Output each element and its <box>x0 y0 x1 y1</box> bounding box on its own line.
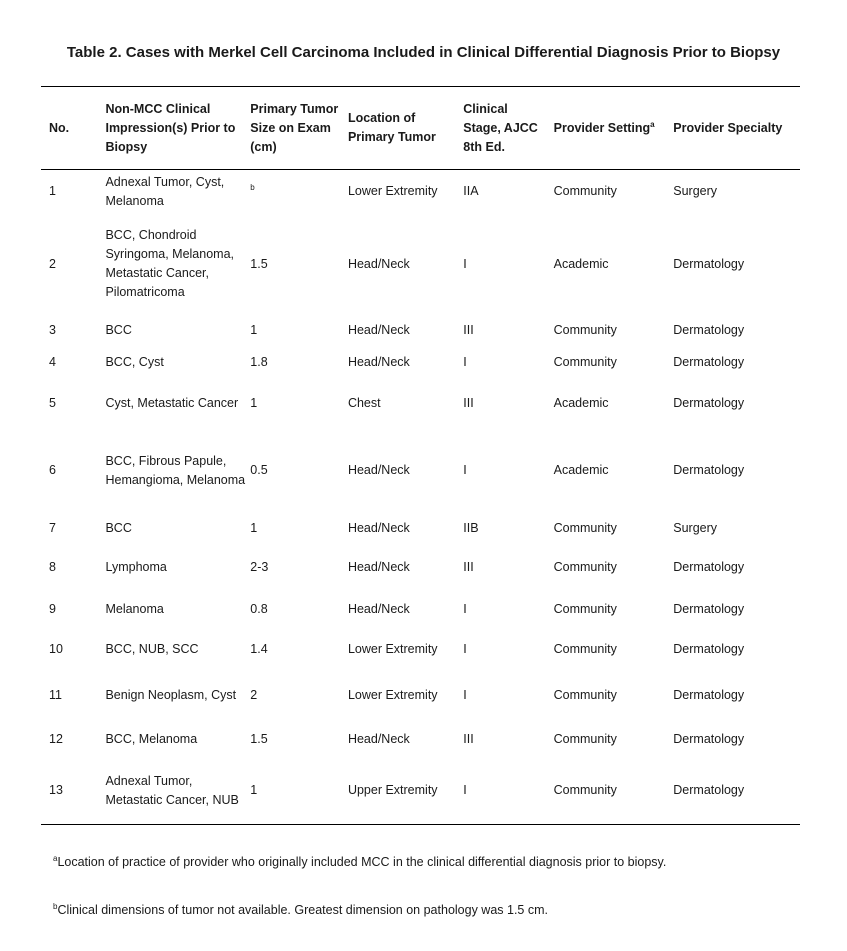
cell-stage <box>463 379 553 429</box>
footnote-a-mark: a <box>53 853 58 863</box>
header-setting-text: Provider Setting <box>553 120 651 135</box>
cell-setting-text: Community <box>553 783 617 798</box>
cell-specialty-text: Dermatology <box>673 688 745 702</box>
cell-location <box>348 379 463 429</box>
cell-location <box>348 315 463 346</box>
cell-size-text: 1.5 <box>250 256 268 271</box>
cell-setting <box>554 629 674 671</box>
table-row <box>41 315 800 346</box>
cell-stage <box>463 545 553 591</box>
header-impression <box>105 87 250 170</box>
cell-impression-text: Cyst, Metastatic Cancer <box>105 396 239 410</box>
cell-location <box>348 170 463 214</box>
cell-stage-text: IIA <box>463 184 479 199</box>
cell-stage-text: I <box>463 783 467 798</box>
cell-specialty <box>673 545 800 591</box>
cell-specialty-text: Dermatology <box>673 560 745 574</box>
table-row <box>41 346 800 379</box>
cell-impression-text: BCC, Fibrous Papule, Hemangioma, Melanoma <box>105 453 246 487</box>
cell-location <box>348 591 463 629</box>
cases-table <box>41 86 800 825</box>
cell-stage <box>463 513 553 545</box>
cell-setting <box>554 545 674 591</box>
cell-setting-text: Community <box>553 354 617 369</box>
cell-location-text: Upper Extremity <box>347 783 438 798</box>
cell-impression <box>105 591 250 629</box>
cell-stage <box>463 315 553 346</box>
cell-stage <box>463 721 553 758</box>
cell-no-text: 1 <box>49 184 56 199</box>
cell-stage <box>463 170 553 214</box>
table-row <box>41 170 800 214</box>
cell-stage-text: I <box>463 354 467 369</box>
cell-setting-text: Community <box>553 184 617 199</box>
cell-setting-text: Academic <box>553 256 609 271</box>
cell-specialty <box>673 513 800 545</box>
cell-impression <box>105 671 250 721</box>
header-impression-text: Non-MCC Clinical Impression(s) Prior to Biopsy <box>105 101 236 154</box>
cell-stage <box>463 671 553 721</box>
cell-setting <box>554 429 674 513</box>
cell-size <box>250 346 348 379</box>
header-row <box>41 87 800 170</box>
cell-stage <box>463 758 553 825</box>
cell-stage <box>463 214 553 315</box>
cell-specialty <box>673 379 800 429</box>
cell-setting <box>554 671 674 721</box>
cell-impression-text: BCC <box>105 521 132 535</box>
table-row <box>41 721 800 758</box>
cell-no <box>41 758 105 825</box>
cell-specialty-text: Dermatology <box>673 463 745 477</box>
cell-no-text: 6 <box>49 463 56 477</box>
cell-no <box>41 170 105 214</box>
cell-location-text: Head/Neck <box>347 602 410 616</box>
cell-stage <box>463 591 553 629</box>
cell-setting <box>554 170 674 214</box>
cell-stage <box>463 346 553 379</box>
cell-size-text: 1 <box>250 396 258 410</box>
cell-size <box>250 214 348 315</box>
cell-setting <box>554 346 674 379</box>
cell-impression <box>105 758 250 825</box>
cell-size <box>250 513 348 545</box>
cell-location-text: Head/Neck <box>347 256 410 271</box>
cell-no-text: 4 <box>49 354 56 369</box>
cell-setting-text: Community <box>553 602 617 616</box>
cell-size <box>250 379 348 429</box>
cell-impression <box>105 346 250 379</box>
cell-impression <box>105 170 250 214</box>
cell-specialty <box>673 629 800 671</box>
cell-size-footnote-mark: b <box>250 183 255 193</box>
cell-location-text: Lower Extremity <box>347 642 438 656</box>
cell-no-text: 11 <box>49 688 62 702</box>
cell-size <box>250 671 348 721</box>
cell-size-text: 1.5 <box>250 731 268 746</box>
cell-location <box>348 671 463 721</box>
cell-no-text: 12 <box>49 731 63 746</box>
header-setting <box>554 87 674 170</box>
cell-size-text: 1.8 <box>250 354 268 369</box>
cell-size-text: 1 <box>250 783 258 798</box>
table-row <box>41 513 800 545</box>
cell-stage <box>463 629 553 671</box>
cell-no <box>41 545 105 591</box>
cell-size-text: 0.5 <box>250 463 268 477</box>
cell-no <box>41 721 105 758</box>
cell-setting <box>554 721 674 758</box>
cell-specialty <box>673 214 800 315</box>
table-row <box>41 379 800 429</box>
cell-impression-text: BCC, NUB, SCC <box>105 642 199 656</box>
cell-impression-text: BCC <box>105 322 132 337</box>
footnote-a-text: Location of practice of provider who originally included MCC in the clinical differential diagnosis prior to biopsy. <box>57 855 667 869</box>
cell-impression-text: Adnexal Tumor, Metastatic Cancer, NUB <box>105 773 239 807</box>
cell-location <box>348 629 463 671</box>
table-row <box>41 214 800 315</box>
table-row <box>41 429 800 513</box>
cell-size <box>250 429 348 513</box>
cell-size-text: 1.4 <box>250 642 268 656</box>
cell-specialty-text: Dermatology <box>673 642 745 656</box>
cell-no <box>41 214 105 315</box>
cell-impression <box>105 429 250 513</box>
cell-specialty-text: Surgery <box>673 184 718 199</box>
header-stage-text: Clinical Stage, AJCC 8th Ed. <box>463 101 538 154</box>
header-no: No. <box>41 87 105 170</box>
cell-no <box>41 315 105 346</box>
table-row <box>41 591 800 629</box>
cell-size <box>250 591 348 629</box>
footnote-b <box>53 903 548 917</box>
cell-size <box>250 629 348 671</box>
cell-setting <box>554 758 674 825</box>
cell-location-text: Head/Neck <box>347 521 410 535</box>
cell-no <box>41 671 105 721</box>
cell-impression-text: Melanoma <box>105 602 164 616</box>
cell-stage-text: I <box>463 463 467 477</box>
cell-setting-text: Community <box>553 642 617 656</box>
cell-setting-text: Community <box>553 521 617 535</box>
cell-location <box>348 214 463 315</box>
cell-stage <box>463 429 553 513</box>
cell-location <box>348 346 463 379</box>
cell-specialty-text: Dermatology <box>673 731 745 746</box>
cell-size <box>250 170 348 214</box>
cell-size <box>250 721 348 758</box>
table-body <box>41 170 800 825</box>
header-location <box>348 87 463 170</box>
cell-impression <box>105 315 250 346</box>
cell-no-text: 8 <box>49 560 56 574</box>
cell-specialty <box>673 721 800 758</box>
cell-stage-text: I <box>463 602 467 616</box>
table-row <box>41 758 800 825</box>
header-stage <box>463 87 553 170</box>
table-row <box>41 671 800 721</box>
cell-specialty <box>673 170 800 214</box>
cell-size <box>250 315 348 346</box>
cell-no <box>41 591 105 629</box>
cell-stage-text: IIB <box>463 521 479 535</box>
cell-impression <box>105 721 250 758</box>
cell-no-text: 13 <box>49 783 63 798</box>
cell-no-text: 9 <box>49 602 56 616</box>
cell-setting-text: Community <box>553 731 617 746</box>
cell-stage-text: I <box>463 688 467 702</box>
cell-impression-text: Benign Neoplasm, Cyst <box>105 688 237 702</box>
cell-stage-text: I <box>463 642 467 656</box>
cell-no <box>41 379 105 429</box>
cell-no <box>41 346 105 379</box>
header-size <box>250 87 348 170</box>
cell-setting-text: Community <box>553 322 617 337</box>
cell-setting <box>554 513 674 545</box>
cell-specialty <box>673 591 800 629</box>
cell-impression-text: Lymphoma <box>105 560 167 574</box>
cell-setting <box>554 591 674 629</box>
cell-specialty-text: Dermatology <box>673 322 745 337</box>
cell-specialty <box>673 429 800 513</box>
cell-location <box>348 758 463 825</box>
cell-impression <box>105 513 250 545</box>
cell-no-text: 3 <box>49 322 56 337</box>
cell-setting <box>554 214 674 315</box>
cell-size-text: 0.8 <box>250 602 268 616</box>
cell-impression <box>105 379 250 429</box>
cell-impression-text: BCC, Chondroid Syringoma, Melanoma, Metastatic Cancer, Pilomatricoma <box>105 228 234 299</box>
cell-specialty <box>673 315 800 346</box>
footnote-a <box>53 855 666 869</box>
cell-location <box>348 513 463 545</box>
footnote-b-text: Clinical dimensions of tumor not available. Greatest dimension on pathology was 1.5 cm. <box>57 903 548 917</box>
cell-no <box>41 429 105 513</box>
cell-impression <box>105 629 250 671</box>
cell-impression-text: Adnexal Tumor, Cyst, Melanoma <box>105 174 225 208</box>
cell-impression-text: BCC, Melanoma <box>105 731 198 746</box>
header-location-text: Location of Primary Tumor <box>347 111 436 144</box>
table-row <box>41 629 800 671</box>
footnote-b-mark: b <box>53 901 58 911</box>
cell-impression <box>105 545 250 591</box>
header-size-text: Primary Tumor Size on Exam (cm) <box>250 101 339 154</box>
cell-stage-text: III <box>463 560 474 574</box>
cell-setting-text: Community <box>553 688 617 702</box>
cell-location-text: Lower Extremity <box>347 688 438 702</box>
cell-stage-text: I <box>463 256 467 271</box>
cell-size <box>250 758 348 825</box>
cell-size-text: 1 <box>250 322 258 337</box>
cell-stage-text: III <box>463 322 474 337</box>
cell-specialty <box>673 671 800 721</box>
cell-size-text: 2-3 <box>250 560 269 574</box>
cell-setting-text: Academic <box>553 463 609 477</box>
cell-location-text: Head/Neck <box>347 560 410 574</box>
header-setting-sup: a <box>650 119 655 129</box>
cell-no <box>41 513 105 545</box>
cell-impression <box>105 214 250 315</box>
cell-specialty <box>673 346 800 379</box>
cell-location <box>348 429 463 513</box>
cell-no-text: 10 <box>49 642 63 656</box>
cell-no-text: 7 <box>49 521 56 535</box>
cell-stage-text: III <box>463 396 474 410</box>
cell-size-text: 1 <box>250 521 258 535</box>
header-specialty: Provider Specialty <box>673 87 800 170</box>
cell-specialty-text: Dermatology <box>673 783 745 798</box>
cell-specialty-text: Dermatology <box>673 396 745 410</box>
cell-setting <box>554 379 674 429</box>
cell-impression-text: BCC, Cyst <box>105 354 164 369</box>
table-row <box>41 545 800 591</box>
cell-size-text: 2 <box>250 688 258 702</box>
cell-location-text: Head/Neck <box>347 354 410 369</box>
cell-location-text: Head/Neck <box>347 463 410 477</box>
cell-specialty-text: Dermatology <box>673 602 745 616</box>
cell-location-text: Head/Neck <box>347 322 410 337</box>
cell-no-text: 2 <box>49 256 56 271</box>
cell-no <box>41 629 105 671</box>
cell-setting-text: Academic <box>553 396 609 410</box>
cell-stage-text: III <box>463 731 474 746</box>
cell-specialty <box>673 758 800 825</box>
cell-location <box>348 545 463 591</box>
cell-location-text: Chest <box>347 396 381 410</box>
cell-specialty-text: Dermatology <box>673 256 745 271</box>
table-title: Table 2. Cases with Merkel Cell Carcinoma Included in Clinical Differential Diagnosis Prior to Biopsy <box>66 44 781 61</box>
cell-specialty-text: Surgery <box>673 521 718 535</box>
cell-no-text: 5 <box>49 396 56 410</box>
cell-size <box>250 545 348 591</box>
cell-location-text: Head/Neck <box>347 731 410 746</box>
cell-location <box>348 721 463 758</box>
cell-location-text: Lower Extremity <box>347 184 438 199</box>
cell-setting-text: Community <box>553 560 617 574</box>
cell-specialty-text: Dermatology <box>673 354 745 369</box>
cell-setting <box>554 315 674 346</box>
